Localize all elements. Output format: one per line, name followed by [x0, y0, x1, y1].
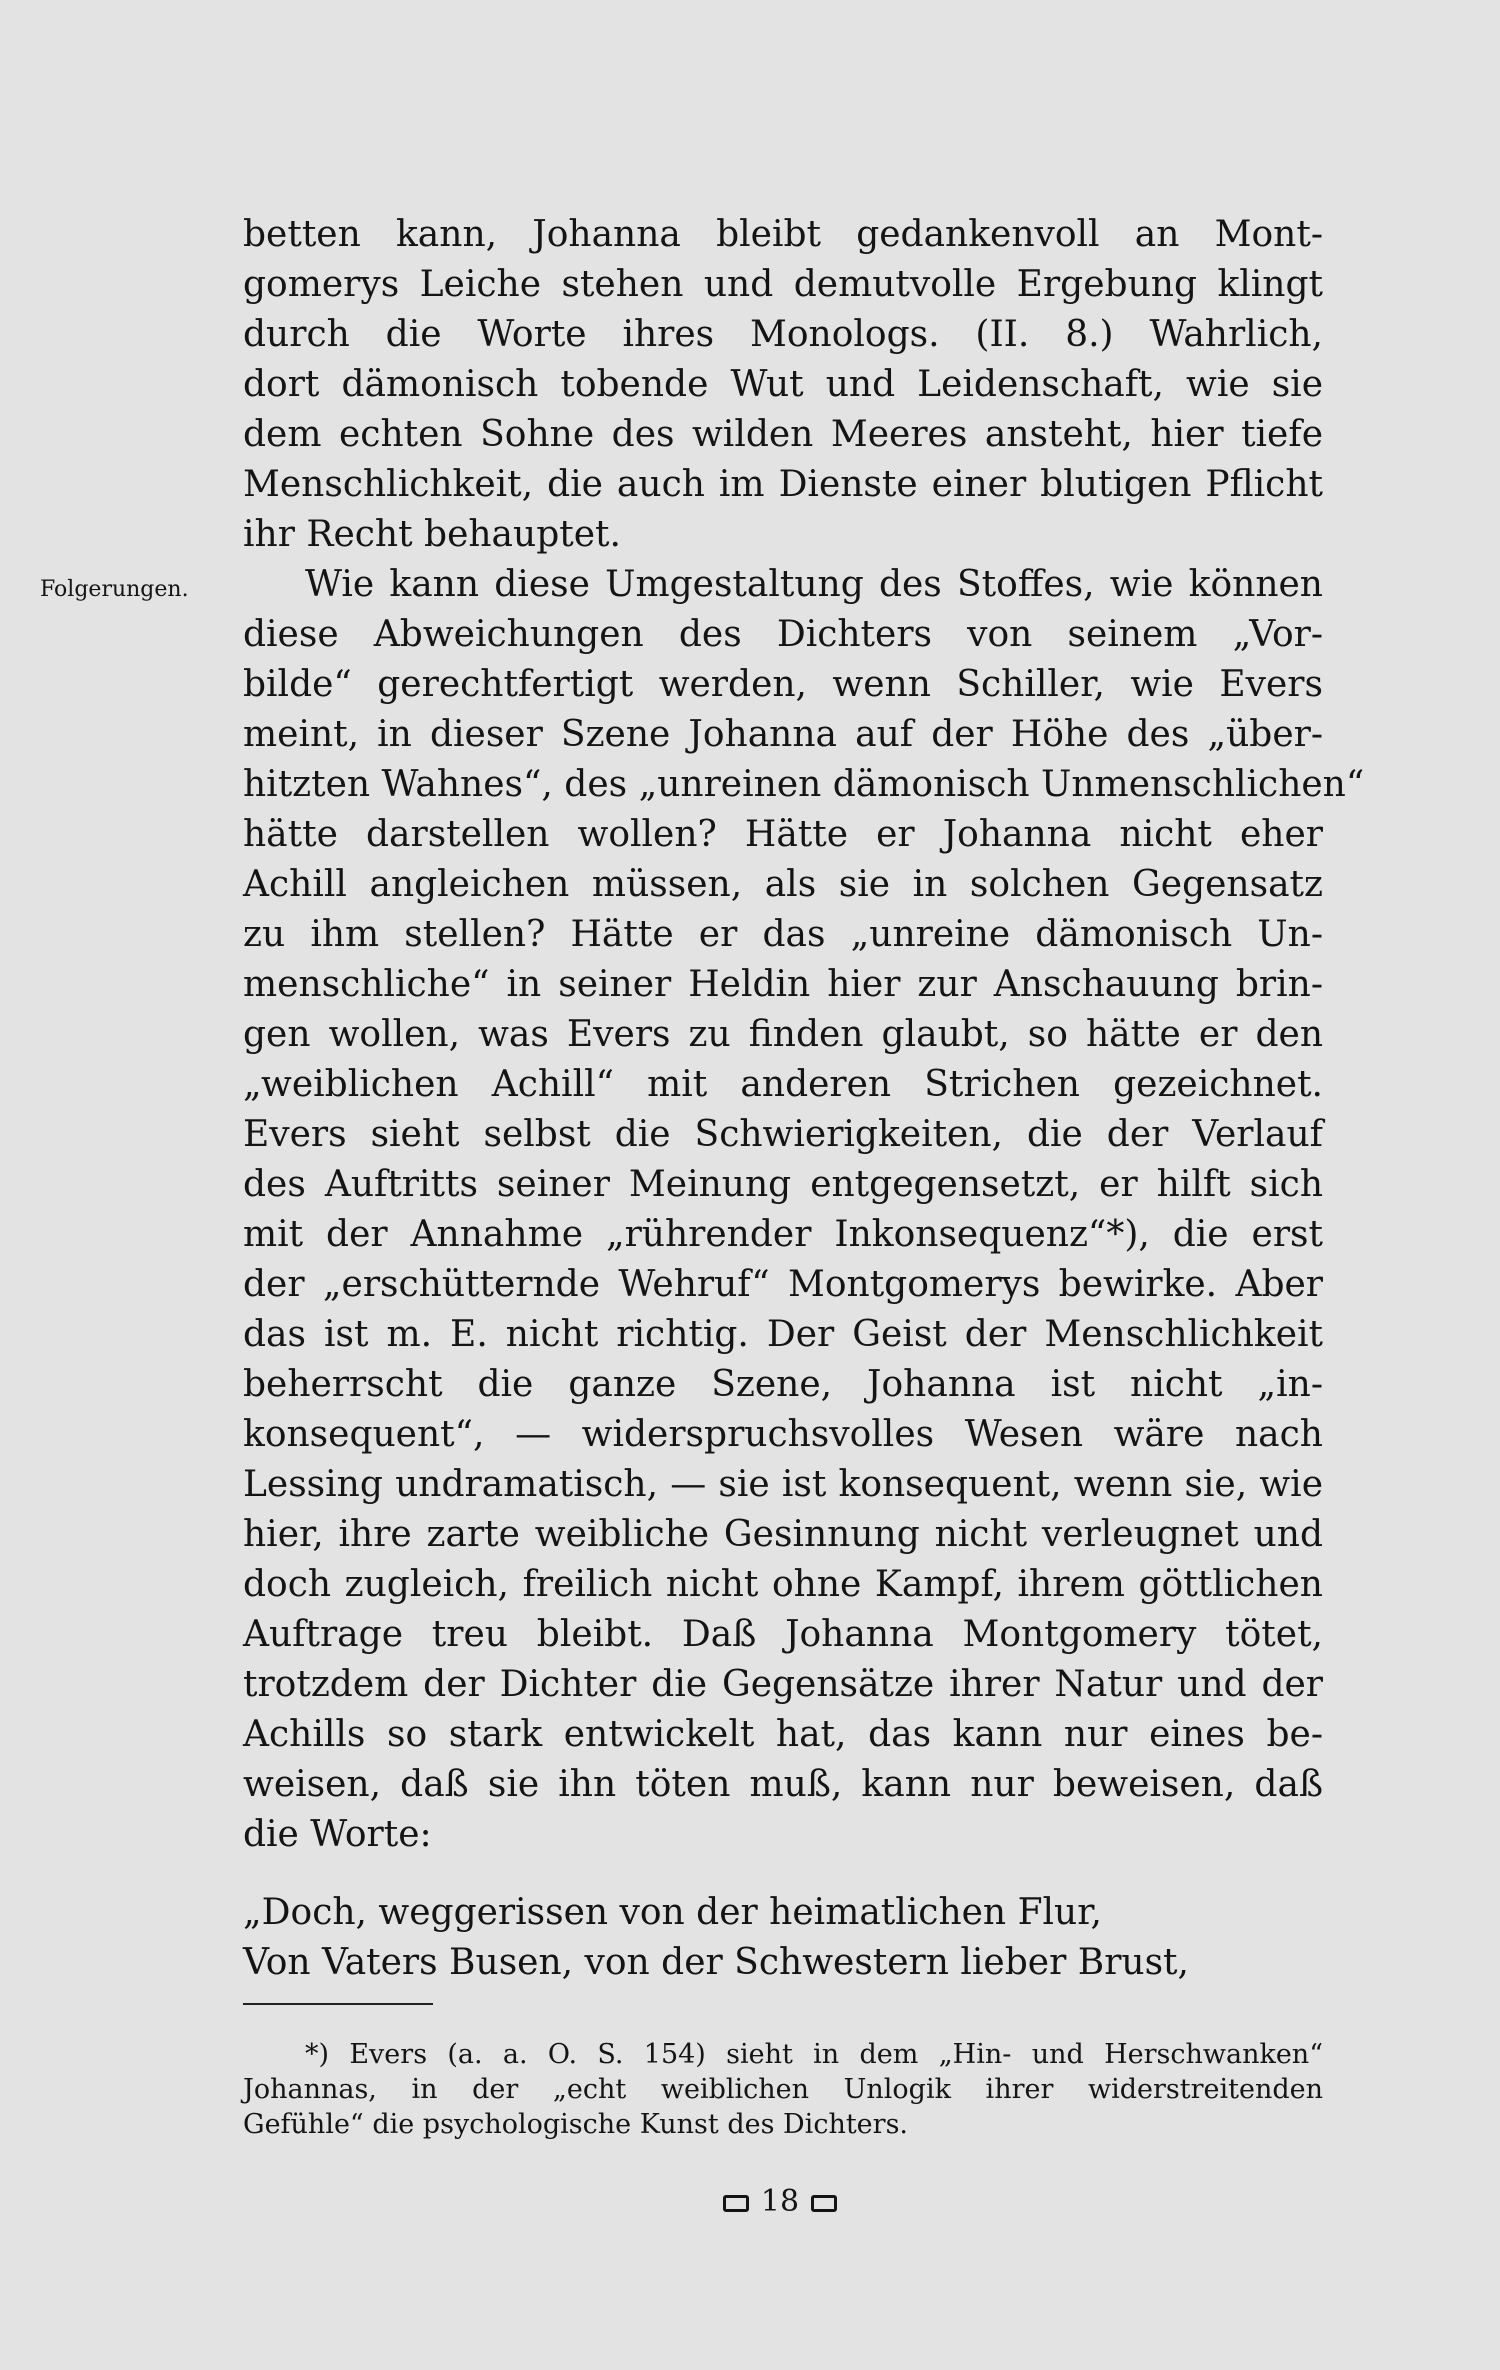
margin-note: Folgerungen.: [40, 577, 189, 602]
body-line: zu ihm stellen? Hätte er das „unreine dämonisch Un-: [243, 914, 1323, 955]
body-line: meint, in dieser Szene Johanna auf der Höhe des „über-: [243, 714, 1323, 755]
body-line: trotzdem der Dichter die Gegensätze ihrer Natur und der: [243, 1664, 1323, 1705]
footnote-rule: [243, 2003, 433, 2005]
body-line: Achill angleichen müssen, als sie in solchen Gegensatz: [243, 864, 1323, 905]
body-line: durch die Worte ihres Monologs. (II. 8.) Wahrlich,: [243, 314, 1323, 355]
page-number-area: [0, 2182, 1500, 2222]
footnote-line: Johannas, in der „echt weiblichen Unlogik ihrer widerstreitenden: [243, 2074, 1323, 2105]
body-line: bilde“ gerechtfertigt werden, wenn Schiller, wie Evers: [243, 664, 1323, 705]
body-line: Auftrage treu bleibt. Daß Johanna Montgomery tötet,: [243, 1614, 1323, 1655]
body-line: gen wollen, was Evers zu finden glaubt, so hätte er den: [243, 1014, 1323, 1055]
body-line: mit der Annahme „rührender Inkonsequenz“*), die erst: [243, 1214, 1323, 1255]
body-line: gomerys Leiche stehen und demutvolle Ergebung klingt: [243, 264, 1323, 305]
body-line: menschliche“ in seiner Heldin hier zur Anschauung brin-: [243, 964, 1323, 1005]
body-line: Lessing undramatisch, — sie ist konsequent, wenn sie, wie: [243, 1464, 1323, 1505]
body-line: des Auftritts seiner Meinung entgegensetzt, er hilft sich: [243, 1164, 1323, 1205]
body-line: das ist m. E. nicht richtig. Der Geist der Menschlichkeit: [243, 1314, 1323, 1355]
body-line: der „erschütternde Wehruf“ Montgomerys bewirke. Aber: [243, 1264, 1323, 1305]
body-line: betten kann, Johanna bleibt gedankenvoll an Mont-: [243, 214, 1323, 255]
body-line: Achills so stark entwickelt hat, das kann nur eines be-: [243, 1714, 1323, 1755]
body-line: konsequent“, — widerspruchsvolles Wesen wäre nach: [243, 1414, 1323, 1455]
verse-line: Von Vaters Busen, von der Schwestern lieber Brust,: [243, 1942, 1189, 1983]
body-line: hier, ihre zarte weibliche Gesinnung nicht verleugnet und: [243, 1514, 1323, 1555]
footnote-line: Gefühle“ die psychologische Kunst des Dichters.: [243, 2109, 909, 2140]
body-line: doch zugleich, freilich nicht ohne Kampf, ihrem göttlichen: [243, 1564, 1323, 1605]
body-line: hätte darstellen wollen? Hätte er Johanna nicht eher: [243, 814, 1323, 855]
body-line: hitzten Wahnes“, des „unreinen dämonisch Unmenschlichen“: [243, 764, 1365, 805]
body-line: Menschlichkeit, die auch im Dienste einer blutigen Pflicht: [243, 464, 1323, 505]
ornament-box-icon: [723, 2195, 749, 2212]
body-line: dem echten Sohne des wilden Meeres ansteht, hier tiefe: [243, 414, 1323, 455]
body-line: diese Abweichungen des Dichters von seinem „Vor-: [243, 614, 1323, 655]
body-line: Evers sieht selbst die Schwierigkeiten, die der Verlauf: [243, 1114, 1323, 1155]
ornament-box-icon: [811, 2195, 837, 2212]
body-line: Wie kann diese Umgestaltung des Stoffes, wie können: [305, 564, 1323, 605]
body-line: beherrscht die ganze Szene, Johanna ist nicht „in-: [243, 1364, 1323, 1405]
body-line: ihr Recht behauptet.: [243, 514, 621, 555]
footnote-line: *) Evers (a. a. O. S. 154) sieht in dem „Hin- und Herschwanken“: [305, 2039, 1323, 2070]
page-number: 18: [760, 2184, 800, 2219]
body-line: weisen, daß sie ihn töten muß, kann nur beweisen, daß: [243, 1764, 1323, 1805]
verse-line: „Doch, weggerissen von der heimatlichen Flur,: [243, 1892, 1102, 1933]
body-line: „weiblichen Achill“ mit anderen Strichen gezeichnet.: [243, 1064, 1323, 1105]
body-line: die Worte:: [243, 1814, 432, 1855]
body-line: dort dämonisch tobende Wut und Leidenschaft, wie sie: [243, 364, 1323, 405]
